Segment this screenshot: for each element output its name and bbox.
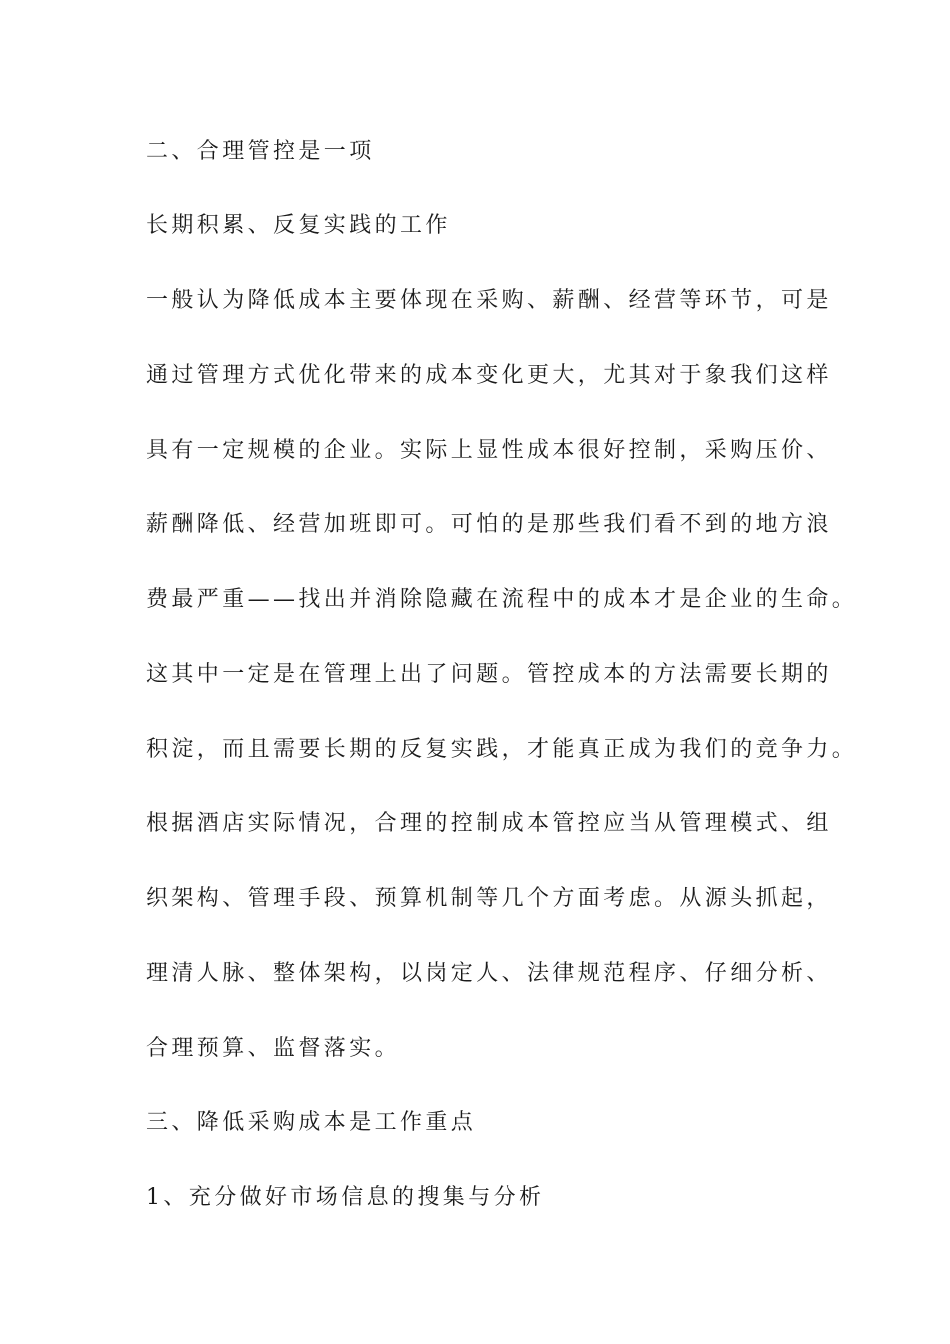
body-text-line: 通过管理方式优化带来的成本变化更大，尤其对于象我们这样 <box>146 363 832 388</box>
body-text-line: 费最严重——找出并消除隐藏在流程中的成本才是企业的生命。 <box>146 587 858 612</box>
section-heading-3: 三、降低采购成本是工作重点 <box>146 1110 477 1135</box>
section-subheading: 长期积累、反复实践的工作 <box>146 213 451 238</box>
body-text-line: 这其中一定是在管理上出了问题。管控成本的方法需要长期的 <box>146 662 832 687</box>
body-text-line: 一般认为降低成本主要体现在采购、薪酬、经营等环节，可是 <box>146 288 832 313</box>
section-heading-2: 二、合理管控是一项 <box>146 139 375 164</box>
body-text-line: 积淀，而且需要长期的反复实践，才能真正成为我们的竞争力。 <box>146 737 858 762</box>
body-text-line: 理清人脉、整体架构，以岗定人、法律规范程序、仔细分析、 <box>146 961 832 986</box>
body-text-line: 合理预算、监督落实。 <box>146 1036 401 1061</box>
subsection-heading: 1、充分做好市场信息的搜集与分析 <box>146 1185 545 1210</box>
body-text-line: 织架构、管理手段、预算机制等几个方面考虑。从源头抓起， <box>146 886 832 911</box>
body-text-line: 根据酒店实际情况，合理的控制成本管控应当从管理模式、组 <box>146 811 832 836</box>
body-text-line: 具有一定规模的企业。实际上显性成本很好控制，采购压价、 <box>146 438 832 463</box>
body-text-line: 薪酬降低、经营加班即可。可怕的是那些我们看不到的地方浪 <box>146 512 832 537</box>
